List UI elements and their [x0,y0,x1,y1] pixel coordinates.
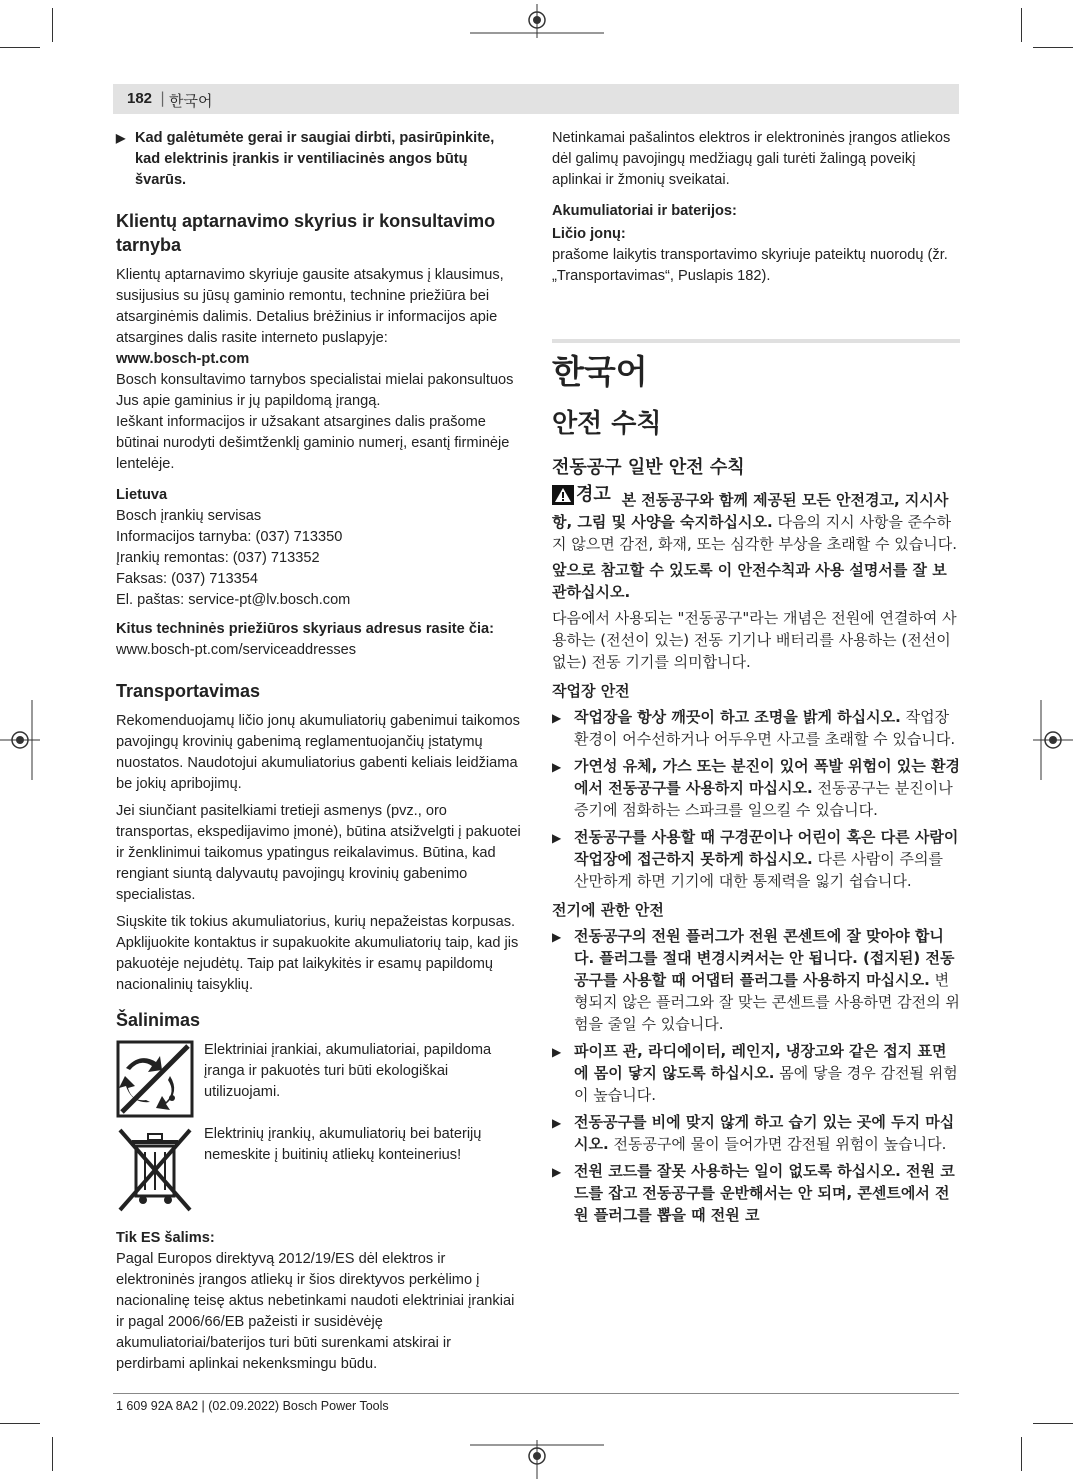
transport-paragraph-1: Rekomenduojamų ličio jonų akumuliatorių gabenimui taikomos pavojingų krovinių gabenimą reglamentuojančių įstatymų nuostatos. Naudotojui akumuliatorius gabenti keliais leidžiama be jokių apribojimų. [116,713,520,792]
email-address[interactable]: El. paštas: service-pt@lv.bosch.com [116,592,351,608]
disposal-row-2 [116,1124,521,1214]
crop-mark [1021,1437,1022,1471]
electrical-item-4: ▶ 전원 코드를 잘못 사용하는 일이 없도록 하십시오. 전원 코드를 잡고 전동공구를 운반해서는 안 되며, 콘센트에서 전원 플러그를 뽑을 때 전원 코 [552,1160,960,1226]
page-number: 182 [127,90,153,107]
registration-mark-icon [0,700,40,780]
repair-phone: Įrankių remontas: (037) 713352 [116,550,320,566]
work-area-heading: 작업장 안전 [552,682,630,700]
disposal-text-2: Elektrinių įrankių, akumuliatorių bei baterijų nemeskite į buitinių atliekų konteinerius! [204,1126,482,1163]
eu-paragraph: Pagal Europos direktyvą 2012/19/ES dėl elektros ir elektroninės įrangos atliekų ir šios direktyvos perkėlimo į nacionalinę teisę aktus nebetinkami naudoti elektriniai įrankiai ir pagal 2006/66/EB pažeisti ir susidėvėję akumuliatoriai/baterijos turi būti surenkami atskirai ir perdirbami aplinkai nekenksmingu būdu. [116,1251,515,1372]
registration-mark-icon [1033,700,1073,780]
other-addresses-url[interactable]: www.bosch-pt.com/serviceaddresses [116,642,357,658]
general-safety-heading: 전동공구 일반 안전 수칙 [552,457,745,478]
warning-label: 경고 [552,484,611,506]
disposal-text-1: Elektriniai įrankiai, akumuliatoriai, papildoma įranga ir pakuotės turi būti ekologiškai utilizuojami. [204,1042,492,1100]
definition-paragraph: 다음에서 사용되는 "전동공구"라는 개념은 전원에 연결하여 사용하는 (전선이 있는) 전동 기기나 배터리를 사용하는 (전선이 없는) 전동 기기를 의미합니다. [552,609,957,671]
warning-triangle-icon [552,485,574,505]
electrical-item-3: ▶ 전동공구를 비에 맞지 않게 하고 습기 있는 곳에 두지 마십시오. 전동공구에 물이 들어가면 감전될 위험이 높습니다. [552,1111,960,1155]
disposal-heading: Šalinimas [116,1010,201,1030]
page-footer: 1 609 92A 8A2 | (02.09.2022) Bosch Power Tools [116,1399,389,1413]
electrical-item-2: ▶ 파이프 관, 라디에이터, 레인지, 냉장고와 같은 접지 표면에 몸이 닿지 않도록 하십시오. 몸에 닿을 경우 감전될 위험이 높습니다. [552,1040,960,1106]
korean-title: 한국어 [552,352,648,391]
page-header [113,84,959,114]
header-language: 한국어 [169,92,213,110]
left-column [116,128,521,1381]
keep-instructions: 앞으로 참고할 수 있도록 이 안전수칙과 사용 설명서를 잘 보관하십시오. [552,561,947,601]
safety-heading: 안전 수칙 [552,409,662,439]
recycling-symbol-icon [116,1040,194,1118]
service-url[interactable]: www.bosch-pt.com [116,351,250,367]
info-phone: Informacijos tarnyba: (037) 713350 [116,529,343,545]
right-column [552,128,960,1231]
crop-mark [0,1423,40,1424]
work-area-item-3: ▶ 전동공구를 사용할 때 구경꾼이나 어린이 혹은 다른 사람이 작업장에 접근하지 못하게 하십시오. 다른 사람이 주의를 산만하게 하면 기기에 대한 통제력을 잃기 쉽습니다. [552,826,960,892]
batteries-heading: Akumuliatoriai ir baterijos: [552,203,737,219]
fax-number: Faksas: (037) 713354 [116,571,258,587]
disposal-row-1 [116,1040,521,1118]
bullet-clean-vents: ▶ Kad galėtumėte gerai ir saugiai dirbti, pasirūpinkite, kad elektrinis įrankis ir ventiliacinės angos būtų švarūs. [116,128,521,191]
other-addresses-label: Kitus techninės priežiūros skyriaus adresus rasite čia: [116,621,494,637]
crop-mark [0,47,40,48]
registration-mark-icon [470,4,604,38]
registration-mark-icon [470,1440,604,1479]
transport-paragraph-2: Jei siunčiant pasitelkiami tretieji asmenys (pvz., oro transportas, ekspedijavimo įmonė), būtina atsižvelgti į pakuotei ir ženklinimui taikomus ypatingus reikalavimus. Būtina, kad rengiant siuntą dalyvautų pavojingų krovinių gabenimo specialistas. [116,803,521,903]
crop-mark [1033,47,1073,48]
warning-text: 다음의 지시 사항을 준수하지 않으면 감전, 화재, 또는 심각한 부상을 초래할 수 있습니다. [552,513,957,553]
work-area-item-1: ▶ 작업장을 항상 깨끗이 하고 조명을 밝게 하십시오. 작업장 환경이 어수선하거나 어두우면 사고를 초래할 수 있습니다. [552,706,960,750]
transport-paragraph-3: Siųskite tik tokius akumuliatorius, kurių nepažeistas korpusas. Apklijuokite kontaktus ir supakuokite akumuliatorių taip, kad jis pakuotėje nejudėtų. Taip pat laikykitės ir esamų papildomų nacionalinių taisyklių. [116,914,519,993]
liion-heading: Ličio jonų: [552,226,626,242]
crossed-out-bin-icon [116,1124,194,1214]
crop-mark [52,8,53,42]
footer-divider [113,1393,959,1394]
crop-mark [52,1437,53,1471]
eu-heading: Tik ES šalims: [116,1230,215,1246]
electrical-item-1: ▶ 전동공구의 전원 플러그가 전원 콘센트에 잘 맞아야 합니다. 플러그를 절대 변경시켜서는 안 됩니다. (접지된) 전동공구를 사용할 때 어댑터 플러그를 사용하지 마십시오. 변형되지 않은 플러그와 잘 맞는 콘센트를 사용하면 감전의 위험을 줄일 수 있습니다. [552,925,960,1035]
company-name: Bosch įrankių servisas [116,508,262,524]
warning-bold-text: 본 전동공구와 함께 제공된 모든 안전경고, 지시사항, 그림 및 사양을 숙지하십시오. [552,491,949,531]
environment-paragraph: Netinkamai pašalintos elektros ir elektroninės įrangos atliekos dėl galimų pavojingų medžiagų gali turėti žalingą poveikį aplinkai ir žmonių sveikatai. [552,130,951,188]
country-heading: Lietuva [116,487,168,503]
work-area-item-2: ▶ 가연성 유체, 가스 또는 분진이 있어 폭발 위험이 있는 환경에서 전동공구를 사용하지 마십시오. 전동공구는 분진이나 증기에 점화하는 스파크를 일으킬 수 있습니다. [552,755,960,821]
liion-paragraph: prašome laikytis transportavimo skyriuje pateiktų nuorodų (žr. „Transportavimas“, Puslapis 182). [552,247,948,284]
service-paragraph-3: Ieškant informacijos ir užsakant atsargines dalis prašome būtinai nurodyti dešimtženklį gaminio numerį, esantį firminėje lentelėje. [116,414,510,472]
service-heading: Klientų aptarnavimo skyrius ir konsultavimo tarnyba [116,211,496,255]
crop-mark [1021,8,1022,42]
electrical-safety-heading: 전기에 관한 안전 [552,901,664,919]
service-paragraph-1: Klientų aptarnavimo skyriuje gausite atsakymus į klausimus, susijusius su jūsų gaminio remontu, technine priežiūra bei atsarginėmis dalimis. Detalius brėžinius ir informacijos apie atsargines dalis rasite interneto puslapyje: www.bosch-pt.com Bosch konsultavimo tarnybos specialistai mielai pakonsultuos Jus apie gaminius ir jų papildomą įrangą. [116,267,514,409]
warning-block [552,484,960,555]
section-divider [552,339,960,343]
header-separator: | [160,89,166,107]
transport-heading: Transportavimas [116,681,261,701]
crop-mark [1033,1423,1073,1424]
